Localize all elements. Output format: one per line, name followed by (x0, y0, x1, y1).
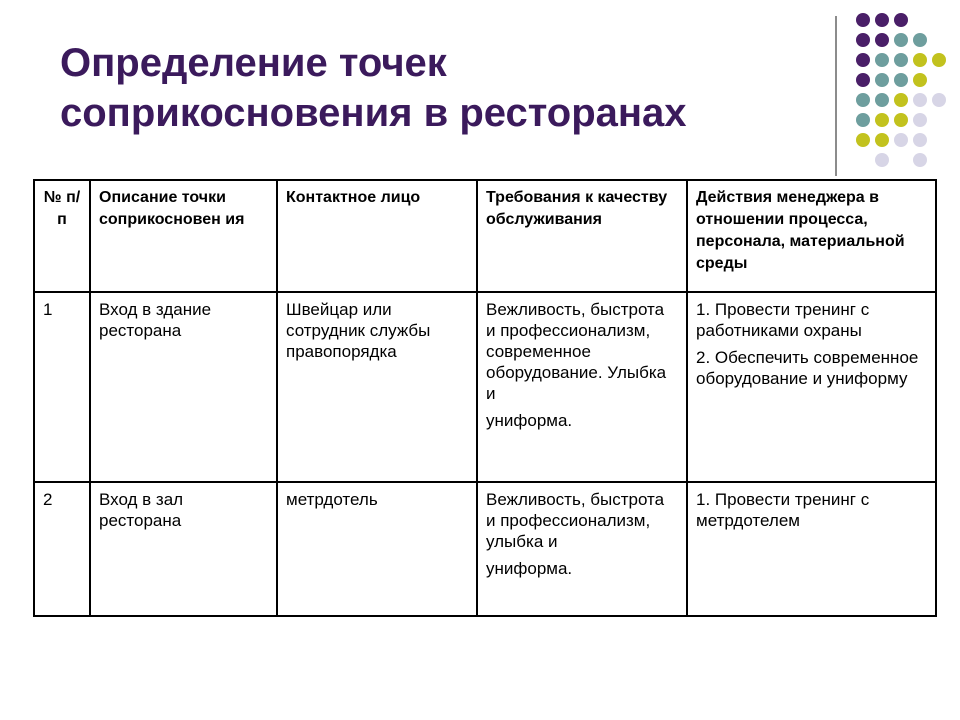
requirements-tail: униформа. (486, 411, 573, 430)
dot (894, 13, 908, 27)
slide-title (60, 38, 820, 138)
dot (932, 93, 946, 107)
dot (894, 133, 908, 147)
dot (856, 133, 870, 147)
header-manager-actions: Действия менеджера в отношении процесса, персонала, материальной среды (687, 180, 936, 292)
cell-contact: Швейцар или сотрудник службы правопорядка (277, 292, 477, 482)
table-row (34, 292, 936, 482)
dot (856, 13, 870, 27)
dot (894, 113, 908, 127)
cell-requirements (477, 482, 687, 616)
cell-number: 1 (34, 292, 90, 482)
cell-contact: метрдотель (277, 482, 477, 616)
action-item: 1. Провести тренинг с работниками охраны (696, 300, 870, 340)
table-row (34, 482, 936, 616)
action-item: 2. Обеспечить современное оборудование и униформу (696, 348, 919, 388)
dot (894, 53, 908, 67)
action-item: 1. Провести тренинг с метрдотелем (696, 490, 870, 530)
dot (856, 73, 870, 87)
cell-touchpoint: Вход в здание ресторана (90, 292, 277, 482)
dot (875, 33, 889, 47)
slide-title-line-2: соприкосновения в ресторанах (60, 91, 687, 135)
cell-actions (687, 292, 936, 482)
table-header-row (34, 180, 936, 292)
dot (875, 73, 889, 87)
dot (913, 73, 927, 87)
decorative-dot-grid (850, 10, 950, 160)
dot (875, 53, 889, 67)
dot (913, 113, 927, 127)
cell-touchpoint: Вход в зал ресторана (90, 482, 277, 616)
decorative-divider (835, 16, 837, 176)
requirements-text: Вежливость, быстрота и профессионализм, современное оборудование. Улыбка и (486, 300, 667, 403)
dot (856, 113, 870, 127)
dot (875, 133, 889, 147)
dot (913, 93, 927, 107)
header-contact-person: Контактное лицо (277, 180, 477, 292)
dot (875, 13, 889, 27)
dot (856, 33, 870, 47)
dot (875, 113, 889, 127)
dot (913, 133, 927, 147)
touchpoints-table (33, 179, 937, 617)
dot (913, 33, 927, 47)
cell-actions (687, 482, 936, 616)
slide-title-line-1: Определение точек (60, 41, 447, 85)
dot (856, 53, 870, 67)
dot (913, 53, 927, 67)
dot (875, 153, 889, 167)
dot (894, 93, 908, 107)
dot (856, 93, 870, 107)
requirements-tail: униформа. (486, 559, 573, 578)
dot (932, 53, 946, 67)
cell-number: 2 (34, 482, 90, 616)
dot (875, 93, 889, 107)
header-touchpoint-description: Описание точки соприкосновен ия (90, 180, 277, 292)
dot (894, 33, 908, 47)
requirements-text: Вежливость, быстрота и профессионализм, улыбка и (486, 490, 665, 551)
cell-requirements (477, 292, 687, 482)
header-service-requirements: Требования к качеству обслуживания (477, 180, 687, 292)
dot (894, 73, 908, 87)
header-number: № п/п (34, 180, 90, 292)
dot (913, 153, 927, 167)
